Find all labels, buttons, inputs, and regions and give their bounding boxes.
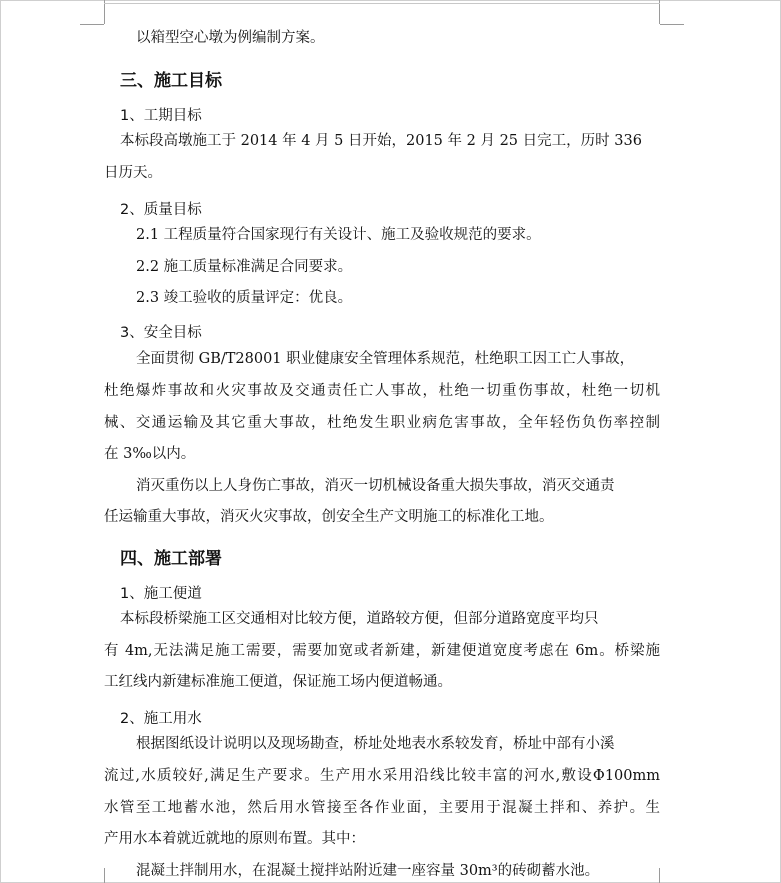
- list-item: 2.3 竣工验收的质量评定：优良。: [136, 290, 353, 306]
- paragraph-line: 任运输重大事故，消灭火灾事故，创安全生产文明施工的标准化工地。: [104, 509, 554, 525]
- paragraph-line: 日历天。: [104, 165, 162, 181]
- subheading-schedule: 1、工期目标: [120, 108, 202, 124]
- top-margin-line: [104, 3, 660, 4]
- subheading-water: 2、施工用水: [120, 711, 202, 727]
- paragraph-line: 本标段桥梁施工区交通相对比较方便，道路较方便，但部分道路宽度平均只: [120, 611, 599, 627]
- paragraph-line: 根据图纸设计说明以及现场勘查，桥址处地表水系较发育，桥址中部有小溪: [136, 736, 615, 752]
- paragraph-line: 流过,水质较好,满足生产要求。生产用水采用沿线比较丰富的河水,敷设Φ100mm: [104, 768, 660, 784]
- list-item: 2.1 工程质量符合国家现行有关设计、施工及验收规范的要求。: [136, 227, 541, 243]
- paragraph-line: 有 4m,无法满足施工需要，需要加宽或者新建，新建便道宽度考虑在 6m。桥梁施: [104, 643, 660, 659]
- paragraph-line: 水管至工地蓄水池，然后用水管接至各作业面，主要用于混凝土拌和、养护。生: [104, 800, 660, 816]
- subheading-safety: 3、安全目标: [120, 325, 202, 341]
- paragraph-line: 以箱型空心墩为例编制方案。: [136, 30, 325, 46]
- paragraph-line: 械、交通运输及其它重大事故，杜绝发生职业病危害事故，全年轻伤负伤率控制: [104, 415, 660, 431]
- paragraph-line: 在 3‰以内。: [104, 446, 196, 462]
- paragraph-line: 混凝土拌制用水，在混凝土搅拌站附近建一座容量 30m³的砖砌蓄水池。: [136, 863, 600, 879]
- paragraph-line: 消灭重伤以上人身伤亡事故，消灭一切机械设备重大损失事故，消灭交通责: [136, 478, 615, 494]
- margin-mark-bottom-left-v: [104, 868, 105, 883]
- list-item: 2.2 施工质量标准满足合同要求。: [136, 259, 353, 275]
- subheading-road: 1、施工便道: [120, 586, 202, 602]
- paragraph-line: 工红线内新建标准施工便道，保证施工场内便道畅通。: [104, 674, 452, 690]
- subheading-quality: 2、质量目标: [120, 202, 202, 218]
- margin-mark-top-right-h: [660, 24, 684, 25]
- paragraph-line: 本标段高墩施工于 2014 年 4 月 5 日开始，2015 年 2 月 25 日完工，历时 336: [120, 133, 642, 149]
- section-heading-deployment: 四、施工部署: [120, 549, 222, 569]
- paragraph-line: 产用水本着就近就地的原则布置。其中：: [104, 831, 365, 847]
- section-heading-goals: 三、施工目标: [120, 71, 222, 91]
- margin-mark-bottom-right-v: [659, 868, 660, 883]
- margin-mark-top-left-h: [80, 24, 104, 25]
- paragraph-line: 杜绝爆炸事故和火灾事故及交通责任亡人事故，杜绝一切重伤事故，杜绝一切机: [104, 383, 660, 399]
- paragraph-line: 全面贯彻 GB/T28001 职业健康安全管理体系规范，杜绝职工因工亡人事故，: [136, 351, 635, 367]
